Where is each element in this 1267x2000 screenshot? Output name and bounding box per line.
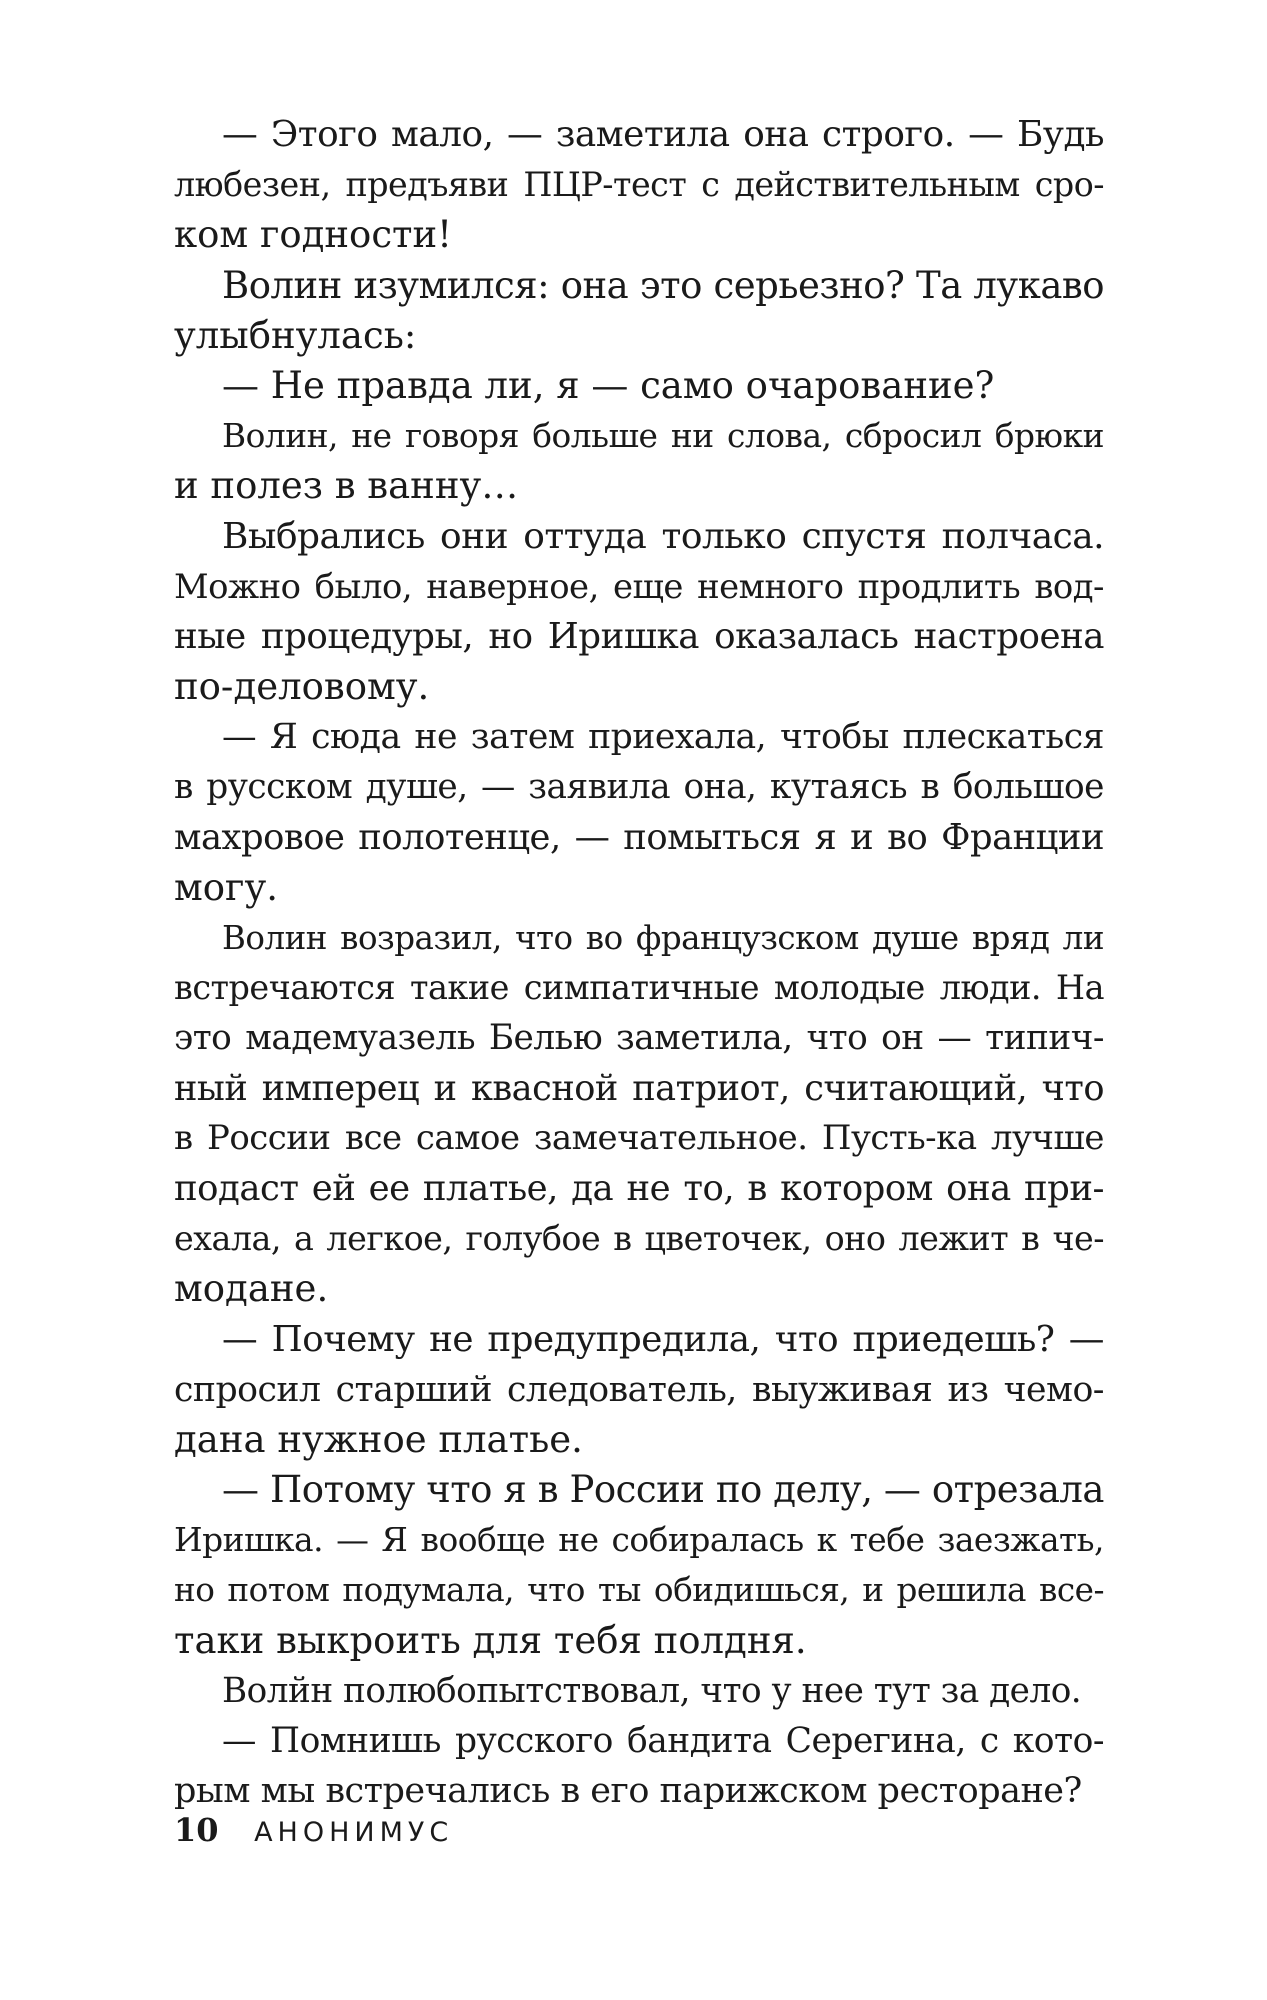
text-line: таки выкроить для тебя полдня. [174, 1618, 807, 1662]
text-line: в русском душе, — заявила она, кутаясь в большое [174, 767, 1104, 808]
text-line: по-деловому. [174, 665, 430, 709]
text-line: могу. [174, 865, 278, 909]
text-line: — Не правда ли, я — само очарование? [222, 363, 995, 407]
text-line: Волйн полюбопытствовал, что у нее тут за дело. [222, 1670, 1082, 1711]
text-line: рым мы встречались в его парижском ресторане? [174, 1771, 1082, 1812]
text-line: встречаются такие симпатичные молодые люди. На [174, 968, 1104, 1008]
text-line: ехала, а легкое, голубое в цветочек, оно лежит в че- [174, 1219, 1104, 1259]
text-line: в России все самое замечательное. Пусть-ка лучше [174, 1118, 1104, 1158]
page-footer [174, 1812, 453, 1851]
text-line: махровое полотенце, — помыться я и во Франции [174, 816, 1104, 858]
body-text [174, 110, 1104, 1816]
text-line: Волин, не говоря больше ни слова, сбросил брюки [222, 417, 1104, 456]
text-line: ный имперец и квасной патриот, считающий, что [174, 1067, 1104, 1109]
text-line: и полез в ванну… [174, 464, 519, 508]
text-line: Выбрались они оттуда только спустя полчаса. [222, 515, 1104, 557]
text-line: подаст ей ее платье, да не то, в котором она при- [174, 1167, 1104, 1209]
text-line: это мадемуазель Белью заметила, что он — типич- [174, 1018, 1104, 1059]
text-line: Волин изумился: она это серьезно? Та лукаво [222, 263, 1104, 307]
text-line: модане. [174, 1267, 329, 1311]
text-line: но потом подумала, что ты обидишься, и решила все- [174, 1571, 1104, 1610]
text-line: дана нужное платье. [174, 1417, 583, 1461]
text-line: Иришка. — Я вообще не собиралась к тебе заезжать, [174, 1521, 1104, 1560]
text-line: — Этого мало, — заметила она строго. — Будь [222, 114, 1104, 155]
text-line: Можно было, наверное, еще немного продлить вод- [174, 566, 1104, 606]
text-line: — Потому что я в России по делу, — отрезала [222, 1468, 1104, 1512]
text-line: ные процедуры, но Иришка оказалась настроена [174, 615, 1104, 657]
text-line: ком годности! [174, 213, 453, 257]
text-line: спросил старший следователь, выуживая из чемо- [174, 1369, 1104, 1410]
page-number: 10 [174, 1811, 219, 1849]
text-line: Волин возразил, что во французском душе вряд ли [222, 919, 1104, 957]
text-line: улыбнулась: [174, 313, 417, 357]
running-title: АНОНИМУС [254, 1817, 454, 1848]
text-line: — Я сюда не затем приехала, чтобы плескаться [222, 717, 1104, 758]
text-line: — Почему не предупредила, что приедешь? — [222, 1318, 1104, 1360]
text-line: любезен, предъяви ПЦР-тест с действительным сро- [174, 165, 1104, 205]
text-line: — Помнишь русского бандита Серегина, с кото- [222, 1721, 1104, 1761]
